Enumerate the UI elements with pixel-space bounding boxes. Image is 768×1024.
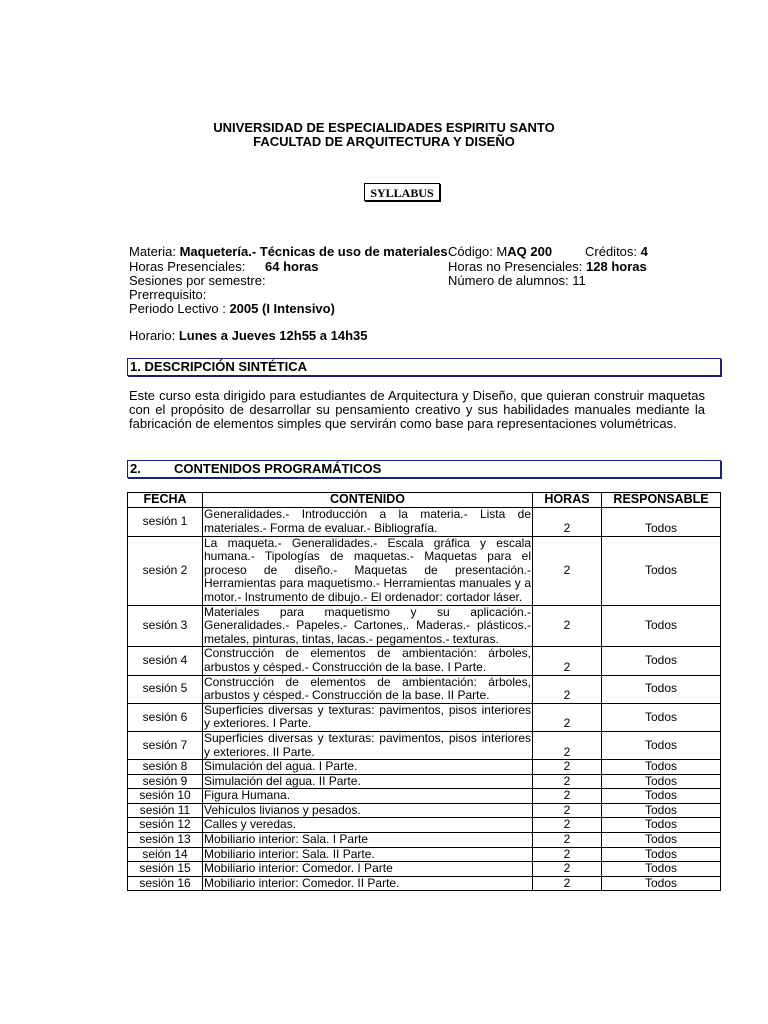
horas-presenciales-label: Horas Presenciales:	[129, 259, 246, 274]
table-row	[128, 731, 721, 759]
horas-no-presenciales-value: 128 horas	[586, 259, 647, 274]
cell-contenido: Superficies diversas y texturas: pavimentos, pisos interiores y exteriores. II Parte.	[204, 730, 531, 759]
cell-contenido: Simulación del agua. I Parte.	[203, 760, 533, 775]
cell-fecha: sesión 9	[128, 774, 203, 789]
cell-fecha: sesión 1	[128, 507, 203, 536]
creditos-value: 4	[640, 244, 648, 259]
table-row	[128, 774, 721, 789]
cell-responsable: Todos	[602, 605, 721, 647]
cell-fecha: sesión 8	[128, 760, 203, 775]
syllabus-title: SYLLABUS	[364, 183, 440, 201]
cell-horas: 2	[533, 605, 602, 647]
cell-horas: 2	[533, 675, 602, 703]
section-contenidos-heading	[127, 460, 721, 478]
cell-horas: 2	[533, 731, 602, 759]
cell-responsable: Todos	[602, 847, 721, 862]
cell-contenido: Mobiliario interior: Comedor. I Parte	[203, 862, 533, 877]
cell-horas: 2	[533, 647, 602, 675]
alumnos-value: 11	[572, 273, 586, 288]
header-horas: HORAS	[533, 493, 602, 508]
horario-value: Lunes a Jueves 12h55 a 14h35	[178, 328, 368, 343]
periodo-line	[129, 301, 335, 316]
sesiones-label: Sesiones por semestre:	[129, 273, 266, 288]
cell-responsable: Todos	[602, 675, 721, 703]
cell-fecha: sesión 5	[128, 675, 203, 703]
periodo-label: Periodo Lectivo :	[129, 301, 230, 316]
cell-contenido: Figura Humana.	[203, 789, 533, 804]
section-descripcion-title: 1. DESCRIPCIÓN SINTÉTICA	[130, 359, 307, 374]
cell-contenido: Construcción de elementos de ambientación: árboles, arbustos y césped.- Construcción de la base. I Parte.	[204, 646, 531, 674]
contenidos-table	[127, 492, 721, 891]
codigo-value: AQ 200	[507, 244, 553, 259]
table-row	[128, 789, 721, 804]
table-row	[128, 833, 721, 848]
codigo-label: Código: M	[448, 244, 508, 259]
table-row	[128, 675, 721, 703]
cell-fecha: sesión 10	[128, 789, 203, 804]
cell-responsable: Todos	[602, 536, 721, 605]
alumnos-line	[448, 273, 586, 288]
cell-horas: 2	[533, 862, 602, 877]
horario-label: Horario:	[129, 328, 179, 343]
header-contenido: CONTENIDO	[203, 493, 533, 508]
header-fecha: FECHA	[128, 493, 203, 508]
table-row	[128, 847, 721, 862]
section-contenidos-title: CONTENIDOS PROGRAMÁTICOS	[174, 461, 382, 476]
header-responsable: RESPONSABLE	[602, 493, 721, 508]
cell-contenido: Generalidades.- Introducción a la materia.- Lista de materiales.- Forma de evaluar.- Bibliografía.	[204, 507, 531, 535]
cell-fecha: sesión 12	[128, 818, 203, 833]
cell-fecha: sesión 3	[128, 605, 203, 647]
cell-horas: 2	[533, 876, 602, 891]
cell-responsable: Todos	[602, 862, 721, 877]
table-row	[128, 818, 721, 833]
cell-horas: 2	[533, 760, 602, 775]
cell-fecha: sesión 2	[128, 536, 203, 605]
table-row	[128, 507, 721, 536]
cell-fecha: sesión 6	[128, 703, 203, 731]
codigo-line	[448, 244, 552, 259]
table-row	[128, 605, 721, 647]
cell-contenido: Vehículos livianos y pesados.	[203, 803, 533, 818]
cell-contenido: Construcción de elementos de ambientación: árboles, arbustos y césped.- Construcción de la base. II Parte.	[204, 674, 531, 703]
table-row	[128, 760, 721, 775]
cell-fecha: sesión 15	[128, 862, 203, 877]
table-row	[128, 862, 721, 877]
cell-horas: 2	[533, 536, 602, 605]
cell-responsable: Todos	[602, 789, 721, 804]
cell-horas: 2	[533, 847, 602, 862]
cell-contenido: Mobiliario interior: Sala. I Parte	[203, 833, 533, 848]
descripcion-paragraph: Este curso esta dirigido para estudiantes de Arquitectura y Diseño, que quieran construir maquetas con el propósito de desarrollar su pensamiento creativo y sus habilidades manuales mediante la fabricación de elementos simples que servirán como base para representaciones volumétricas.	[129, 388, 705, 431]
cell-fecha: seión 14	[128, 847, 203, 862]
table-row	[128, 647, 721, 675]
creditos-label: Créditos:	[585, 244, 641, 259]
horas-presenciales-value: 64 horas	[265, 259, 319, 274]
cell-horas: 2	[533, 803, 602, 818]
horas-no-presenciales-label: Horas no Presenciales:	[448, 259, 587, 274]
table-row	[128, 803, 721, 818]
horario-line	[129, 328, 367, 343]
section-contenidos-number: 2.	[130, 461, 141, 476]
cell-fecha: sesión 16	[128, 876, 203, 891]
table-header-row	[128, 493, 721, 508]
periodo-value: 2005 (I Intensivo)	[229, 301, 335, 316]
horas-no-presenciales-line	[448, 259, 647, 274]
cell-horas: 2	[533, 507, 602, 536]
materia-label: Materia:	[129, 244, 180, 259]
table-row	[128, 536, 721, 605]
cell-fecha: sesión 4	[128, 647, 203, 675]
materia-line	[129, 244, 448, 259]
table-row	[128, 703, 721, 731]
cell-fecha: sesión 11	[128, 803, 203, 818]
cell-contenido: Simulación del agua. II Parte.	[203, 774, 533, 789]
cell-responsable: Todos	[602, 507, 721, 536]
cell-responsable: Todos	[602, 803, 721, 818]
cell-responsable: Todos	[602, 647, 721, 675]
cell-contenido: Superficies diversas y texturas: pavimentos, pisos interiores y exteriores. I Parte.	[204, 702, 531, 731]
creditos-line	[585, 244, 648, 259]
cell-responsable: Todos	[602, 833, 721, 848]
alumnos-label: Número de alumnos:	[448, 273, 573, 288]
cell-horas: 2	[533, 789, 602, 804]
cell-fecha: sesión 7	[128, 731, 203, 759]
cell-fecha: sesión 13	[128, 833, 203, 848]
cell-responsable: Todos	[602, 876, 721, 891]
university-name: UNIVERSIDAD DE ESPECIALIDADES ESPIRITU SANTO	[213, 120, 555, 135]
cell-responsable: Todos	[602, 760, 721, 775]
section-descripcion-heading	[127, 358, 721, 376]
materia-value: Maquetería.- Técnicas de uso de materiales	[179, 244, 448, 259]
cell-responsable: Todos	[602, 731, 721, 759]
cell-contenido: La maqueta.- Generalidades.- Escala gráfica y escala humana.- Tipologías de maquetas.- Maquetas para el proceso de diseño.- Maquetas de presentación.- Herramientas para maquetismo.- Herramientas manuales y a motor.- Instrumento de dibujo.- El ordenador: cortador láser.	[204, 535, 531, 604]
cell-horas: 2	[533, 833, 602, 848]
table-row	[128, 876, 721, 891]
cell-contenido: Calles y veredas.	[203, 818, 533, 833]
cell-horas: 2	[533, 818, 602, 833]
cell-responsable: Todos	[602, 703, 721, 731]
cell-responsable: Todos	[602, 774, 721, 789]
cell-contenido: Materiales para maquetismo y su aplicación.- Generalidades.- Papeles.- Cartones,. Maderas.- plásticos.- metales, pinturas, tintas, lacas.- pegamentos.- texturas.	[204, 604, 531, 646]
faculty-name: FACULTAD DE ARQUITECTURA Y DISEÑO	[253, 134, 515, 149]
prerrequisito-label: Prerrequisito:	[129, 287, 207, 302]
cell-horas: 2	[533, 703, 602, 731]
cell-contenido: Mobiliario interior: Sala. II Parte.	[203, 847, 533, 862]
cell-horas: 2	[533, 774, 602, 789]
cell-contenido: Mobiliario interior: Comedor. II Parte.	[203, 876, 533, 891]
cell-responsable: Todos	[602, 818, 721, 833]
